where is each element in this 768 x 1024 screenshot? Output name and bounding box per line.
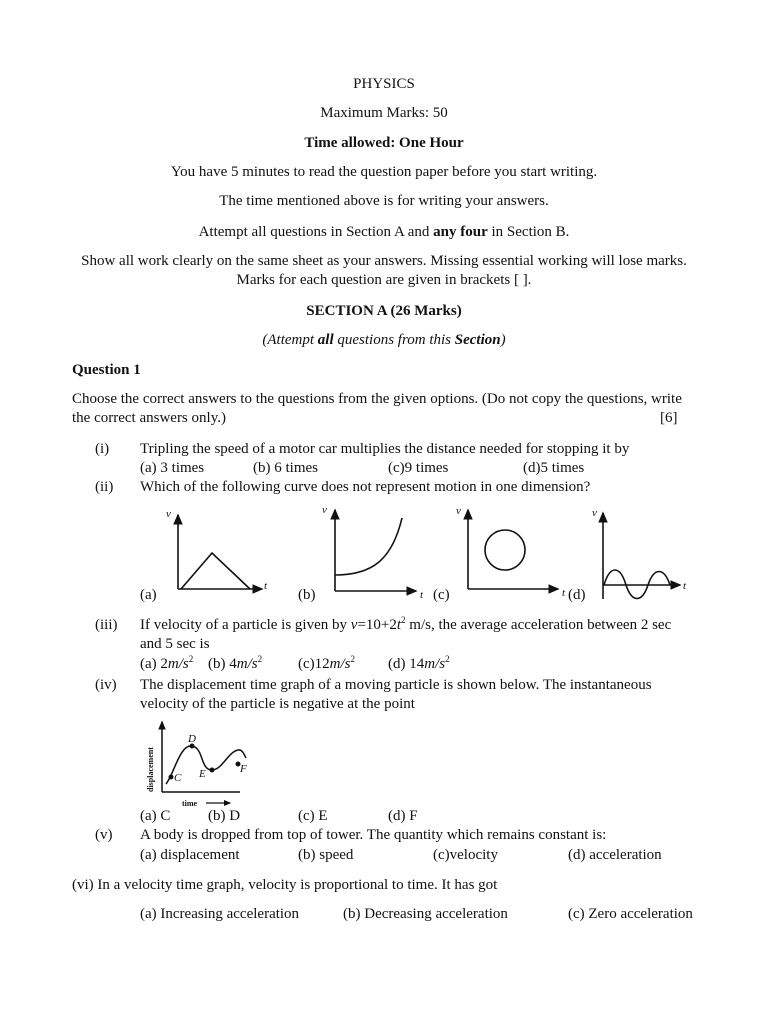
q-v-text: A body is dropped from top of tower. The quantity which remains constant is: bbox=[140, 827, 607, 843]
question-1-instruction-line2: the correct answers only.) bbox=[72, 410, 226, 426]
option-a-unit: m/s bbox=[167, 656, 189, 672]
q-v-option-d: (d) acceleration bbox=[568, 847, 662, 863]
eq-t: t bbox=[396, 617, 402, 633]
graph-a bbox=[178, 515, 262, 589]
q-iv-text-line1: The displacement time graph of a moving particle is shown below. The instantaneous bbox=[140, 677, 652, 693]
graph-d-t-label: t bbox=[683, 580, 687, 592]
reading-time-note: You have 5 minutes to read the question paper before you start writing. bbox=[170, 164, 598, 180]
q-i-option-a: (a) 3 times bbox=[140, 460, 205, 476]
section-note-bold2: Section bbox=[454, 332, 501, 348]
q-iv-option-b: (b) D bbox=[208, 808, 241, 824]
question-1-title: Question 1 bbox=[72, 362, 141, 378]
time-allowed: Time allowed: One Hour bbox=[304, 135, 464, 151]
graph-d-v-label: v bbox=[592, 507, 597, 519]
graph-d-label: (d) bbox=[568, 587, 586, 603]
q-i-text: Tripling the speed of a motor car multiplies the distance needed for stopping it by bbox=[140, 441, 630, 457]
attempt-text-end: in Section B. bbox=[487, 224, 570, 240]
section-note-text-end: ) bbox=[500, 332, 506, 348]
q-v-option-c: (c)velocity bbox=[433, 847, 498, 863]
option-a-exp: 2 bbox=[188, 654, 194, 664]
section-note-bold: all bbox=[317, 332, 334, 348]
q-v-option-a: (a) displacement bbox=[140, 847, 240, 863]
q-vi-option-b: (b) Decreasing acceleration bbox=[343, 906, 508, 922]
section-a-title: SECTION A (26 Marks) bbox=[306, 303, 462, 319]
option-c-exp: 2 bbox=[350, 654, 355, 664]
graph-a-t-label: t bbox=[264, 580, 268, 592]
section-note-text: (Attempt bbox=[262, 332, 318, 348]
attempt-text: Attempt all questions in Section A and bbox=[198, 224, 434, 240]
q-iii-text-line2: and 5 sec is bbox=[140, 636, 210, 652]
graph-b bbox=[335, 510, 416, 591]
eq-exponent: 2 bbox=[401, 615, 406, 625]
q-vi-option-c: (c) Zero acceleration bbox=[568, 906, 693, 922]
option-b-unit: m/s bbox=[236, 656, 258, 672]
q-iii-option-a bbox=[140, 655, 193, 674]
displacement-time-graph bbox=[140, 714, 250, 810]
attempt-emphasis: any four bbox=[433, 224, 488, 240]
eq-mid: =10+2 bbox=[357, 617, 397, 633]
graph-c bbox=[468, 510, 558, 589]
marks-note: Marks for each question are given in brackets [ ]. bbox=[236, 272, 532, 288]
question-1-instruction-line1: Choose the correct answers to the questions from the given options. (Do not copy the questions, write bbox=[72, 391, 682, 407]
q-iv-text-line2: velocity of the particle is negative at the point bbox=[140, 696, 415, 712]
q-iii-text bbox=[140, 616, 671, 635]
point-d-label: D bbox=[188, 733, 196, 745]
point-c-label: C bbox=[174, 772, 182, 784]
q-iii-text-start: If velocity of a particle is given by bbox=[140, 617, 351, 633]
q-iv-option-c: (c) E bbox=[298, 808, 328, 824]
q-vi-text: (vi) In a velocity time graph, velocity is proportional to time. It has got bbox=[72, 877, 498, 893]
q-iv-option-a: (a) C bbox=[140, 808, 171, 824]
graph-d bbox=[603, 513, 680, 599]
subject-title: PHYSICS bbox=[353, 76, 415, 92]
q-i-option-c: (c)9 times bbox=[388, 460, 449, 476]
show-work-note: Show all work clearly on the same sheet as your answers. Missing essential working will lose marks. bbox=[81, 253, 687, 269]
q-iii-number: (iii) bbox=[95, 617, 118, 633]
option-b-value: (b) 4 bbox=[208, 656, 237, 672]
graph-c-v-label: v bbox=[456, 505, 461, 517]
q-iv-number: (iv) bbox=[95, 677, 117, 693]
q-iii-option-b bbox=[208, 655, 262, 674]
eq-v: v bbox=[350, 617, 358, 633]
point-e-label: E bbox=[199, 768, 206, 780]
q-i-option-d: (d)5 times bbox=[523, 460, 585, 476]
graph-y-axis-label: displacement bbox=[146, 747, 155, 792]
graph-b-v-label: v bbox=[322, 504, 327, 516]
q-v-option-b: (b) speed bbox=[298, 847, 354, 863]
section-note-text-mid: questions from this bbox=[333, 332, 455, 348]
writing-time-note: The time mentioned above is for writing your answers. bbox=[219, 193, 549, 209]
graph-b-t-label: t bbox=[420, 589, 424, 601]
option-c-value: (c)12 bbox=[298, 656, 330, 672]
graph-b-label: (b) bbox=[298, 587, 316, 603]
q-ii-text: Which of the following curve does not represent motion in one dimension? bbox=[140, 479, 591, 495]
option-d-exp: 2 bbox=[445, 654, 450, 664]
option-b-exp: 2 bbox=[257, 654, 263, 664]
graph-c-t-label: t bbox=[562, 587, 566, 599]
q-iii-option-c bbox=[298, 655, 355, 674]
option-d-unit: m/s bbox=[424, 656, 446, 672]
q-i-number: (i) bbox=[95, 441, 110, 457]
q-iii-option-d bbox=[388, 655, 450, 674]
q-vi-option-a: (a) Increasing acceleration bbox=[140, 906, 300, 922]
q-ii-number: (ii) bbox=[95, 479, 114, 495]
max-marks: Maximum Marks: 50 bbox=[320, 105, 448, 121]
option-d-value: (d) 14 bbox=[388, 656, 425, 672]
option-a-value: (a) 2 bbox=[140, 656, 168, 672]
q-iii-text-end: m/s, the average acceleration between 2 sec bbox=[405, 617, 672, 633]
q-iv-option-d: (d) F bbox=[388, 808, 418, 824]
graph-x-axis-label: time bbox=[182, 799, 198, 808]
option-c-unit: m/s bbox=[329, 656, 351, 672]
question-1-marks: [6] bbox=[660, 410, 678, 426]
graph-a-v-label: v bbox=[166, 508, 171, 520]
point-f-label: F bbox=[240, 763, 247, 775]
graph-a-label: (a) bbox=[140, 587, 157, 603]
graph-c-label: (c) bbox=[433, 587, 450, 603]
q-i-option-b: (b) 6 times bbox=[253, 460, 318, 476]
q-v-number: (v) bbox=[95, 827, 113, 843]
